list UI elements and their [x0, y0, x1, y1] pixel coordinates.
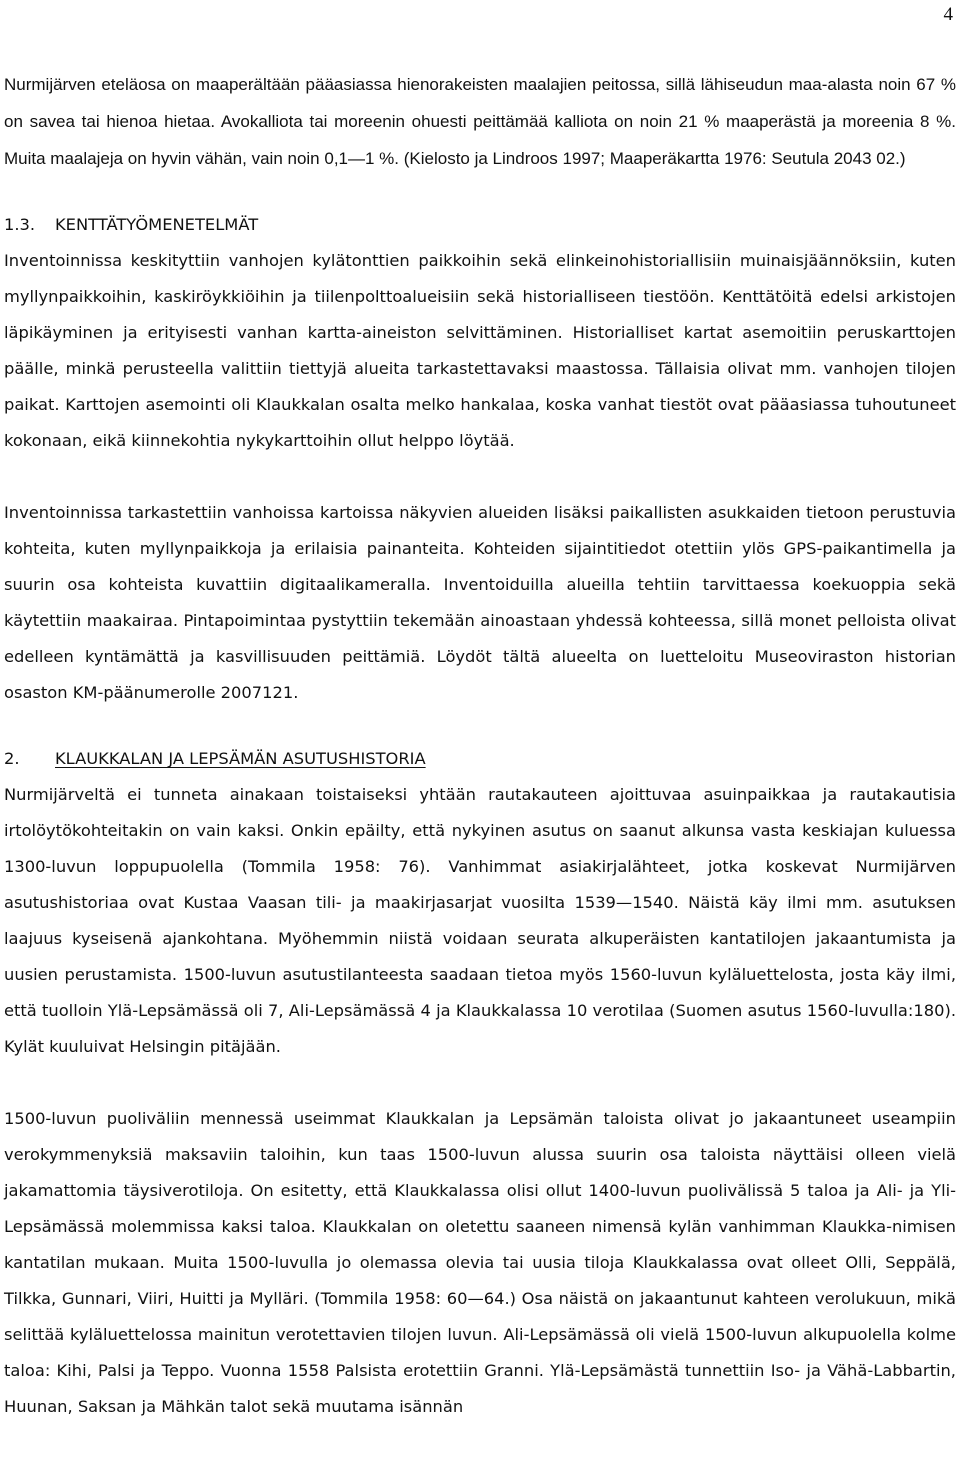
section-number: 2. — [4, 749, 20, 768]
paragraph-inventory-targets: Inventoinnissa tarkastettiin vanhoissa kartoissa näkyvien alueiden lisäksi paikallisten asukkaiden tietoon perustuvia kohteita, kuten myllynpaikkoja ja erilaisia painanteita. Kohteiden sijaintitiedot otettiin ylös GPS-paikantimella ja suurin osa kohteista kuvattiin digitaalikameralla. Inventoiduilla alueilla tehtiin tarvittaessa koekuoppia sekä käytettiin maakairaa. Pintapoimintaa pystyttiin tekemään ainoastaan yhdessä kohteessa, sillä monet pelloista olivat edelleen kyntämättä ja kasvillisuuden peittämiä. Löydöt tältä alueelta on luetteloitu Museoviraston historian osaston KM-päänumerolle 2007121. — [4, 503, 956, 702]
paragraph-fieldwork-methods: Inventoinnissa keskityttiin vanhojen kylätonttien paikkoihin sekä elinkeinohistoriallisiin muinaisjäännöksiin, kuten myllynpaikkoihin, kaskiröykkiöihin ja tiilenpolttoalueisiin sekä historialliseen tiestöön. Kenttätöitä edelsi arkistojen läpikäyminen ja erityisesti vanhan kartta-aineiston selvittäminen. Historialliset kartat asemoitiin peruskarttojen päälle, minkä perusteella valittiin tiettyjä alueita tarkastettavaksi maastossa. Tällaisia olivat mm. vanhojen tilojen paikat. Karttojen asemointi oli Klaukkalan osalta melko hankalaa, koska vanhat tiestöt ovat pääasiassa tuhoutuneet kokonaan, eikä kiinnekohtia nykykarttoihin ollut helppo löytää. — [4, 251, 956, 450]
spacer — [4, 711, 956, 741]
section-heading-2 — [4, 741, 956, 777]
section-title: KLAUKKALAN JA LEPSÄMÄN ASUTUSHISTORIA — [55, 749, 426, 768]
section-title: KENTTÄTYÖMENETELMÄT — [55, 215, 259, 234]
paragraph-settlement-history: Nurmijärveltä ei tunneta ainakaan toistaiseksi yhtään rautakauteen ajoittuvaa asuinpaikkaa ja rautakautisia irtolöytökohteitakin on vain kaksi. Onkin epäilty, että nykyinen asutus on saanut alkunsa vasta keskiajan kuluessa 1300-luvun loppupuolella (Tommila 1958: 76). Vanhimmat asiakirjalähteet, jotka koskevat Nurmijärven asutushistoriaa ovat Kustaa Vaasan tili- ja maakirjasarjat vuosilta 1539—1540. Näistä käy ilmi mm. asutuksen laajuus kyseisenä ajankohtana. Myöhemmin niistä voidaan seurata alkuperäisten kantatilojen jakaantumista ja uusien perustamista. 1500-luvun asutustilanteesta saadaan tietoa myös 1560-luvun kyläluettelosta, josta käy ilmi, että tuolloin Ylä-Lepsämässä oli 7, Ali-Lepsämässä 4 ja Klaukkalassa 10 verotilaa (Suomen asutus 1560-luvulla:180). Kylät kuuluivat Helsingin pitäjään. — [4, 785, 956, 1056]
section-heading-1-3 — [4, 207, 956, 243]
intro-paragraph: Nurmijärven eteläosa on maaperältään pääasiassa hienorakeisten maalajien peitossa, sillä lähiseudun maa-alasta noin 67 % on savea tai hienoa hietaa. Avokalliota tai moreenin ohuesti peittämää kalliota on noin 21 % maaperästä ja moreenia 8 %. Muita maalajeja on hyvin vähän, vain noin 0,1—1 %. (Kielosto ja Lindroos 1997; Maaperäkartta 1976: Seutula 2043 02.) — [4, 75, 956, 168]
spacer — [4, 459, 956, 495]
spacer — [4, 1065, 956, 1101]
paragraph-farm-division: 1500-luvun puoliväliin mennessä useimmat Klaukkalan ja Lepsämän taloista olivat jo jakaantuneet useampiin verokymmenyksiä maksaviin taloihin, kun taas 1500-luvun alussa suurin osa taloista näyttäisi olleen vielä jakamattomia täysiverotiloja. On esitetty, että Klaukkalassa olisi ollut 1400-luvun puolivälissä 5 taloa ja Ali- ja Yli-Lepsämässä molemmissa kaksi taloa. Klaukkalan on oletettu saaneen nimensä kylän vanhimman Klaukka-nimisen kantatilan mukaan. Muita 1500-luvulla jo olemassa olevia tai uusia tiloja Klaukkalassa ovat olleet Olli, Seppälä, Tilkka, Gunnari, Viiri, Huitti ja Mylläri. (Tommila 1958: 60—64.) Osa näistä on jakaantunut kahteen verolukuun, mikä selittää kyläluettelossa mainitun verotettavien tilojen luvun. Ali-Lepsämässä oli vielä 1500-luvun alkupuolella kolme taloa: Kihi, Palsi ja Teppo. Vuonna 1558 Palsista erotettiin Granni. Ylä-Lepsämästä tunnettiin Iso- ja Vähä-Labbartin, Huunan, Saksan ja Mähkän talot sekä muutama isännän — [4, 1109, 956, 1416]
page-number: 4 — [943, 4, 953, 25]
section-number: 1.3. — [4, 215, 36, 234]
spacer — [4, 177, 956, 207]
document-body — [4, 66, 956, 1425]
